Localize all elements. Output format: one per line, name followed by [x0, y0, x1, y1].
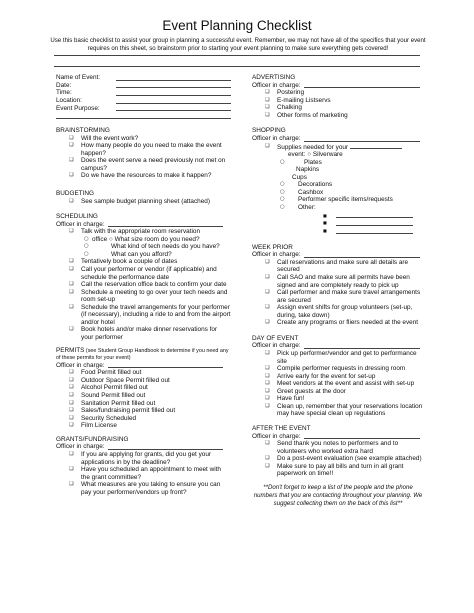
checklist-item[interactable]: ❏ E-mailing Listservs [252, 97, 428, 105]
checklist-item[interactable]: ❏ Schedule the travel arrangements for your performer (if necessary), including a ride to and from the airport and/or hotel [56, 304, 231, 327]
checklist-item[interactable]: ❏ Meet vendors at the event and assist with set-up [252, 380, 428, 388]
checklist-item[interactable]: ❏ See sample budget planning sheet (attached) [56, 198, 231, 206]
sub-item: ○ Performer specific items/requests [252, 196, 428, 204]
sub-item: ○ Cashbox [252, 189, 428, 197]
left-column [56, 74, 231, 496]
sub-item: Napkins [296, 166, 320, 174]
checklist-item[interactable]: ❏ Security Scheduled [56, 415, 231, 423]
officer-field[interactable]: Officer in charge: [56, 443, 231, 451]
other-line[interactable] [252, 219, 428, 227]
checklist-item[interactable]: ❏ Other forms of marketing [252, 112, 428, 120]
event-purpose-field[interactable]: Event Purpose: [56, 105, 231, 113]
checklist-item[interactable]: ❏ Tentatively book a couple of dates [56, 258, 231, 266]
name-field[interactable]: Name of Event: [56, 74, 231, 82]
checklist-item[interactable]: ❏ Create any programs or fliers needed at the event [252, 319, 428, 327]
checklist-item[interactable]: ❏ Food Permit filled out [56, 369, 231, 377]
grants-heading: GRANTS/FUNDRAISING [56, 435, 129, 443]
checklist-item[interactable]: ❏ Schedule a meeting to go over your tech needs and room set-up [56, 289, 231, 304]
divider-top [54, 55, 420, 56]
checklist-item[interactable]: ❏ Call your performer or vendor (if applicable) and schedule the performance date [56, 266, 231, 281]
sub-item: ○ office ○ What size room do you need? [56, 236, 231, 244]
scheduling-heading: SCHEDULING [56, 213, 98, 221]
checklist-item[interactable]: ❏ Compile performer requests in dressing room [252, 365, 428, 373]
time-field[interactable]: Time: [56, 89, 231, 97]
checklist-item[interactable]: ❏ Call the reservation office back to confirm your date [56, 281, 231, 289]
checklist-item[interactable]: ❏ Send thank you notes to performers and to volunteers who worked extra hard [252, 440, 428, 455]
checklist-item[interactable]: ❏ How many people do you need to make the event happen? [56, 142, 231, 157]
checklist-item[interactable]: ❏ Have fun! [252, 395, 428, 403]
sub-item: Cups [292, 173, 307, 181]
checklist-item[interactable]: ❏ Call SAO and make sure all permits have been signed and are completely ready to pick up [252, 274, 428, 289]
checklist-item[interactable]: ❏ Postering [252, 89, 428, 97]
intro-text: Use this basic checklist to assist your group in planning a successful event. Remember, we may not have all of the specifics that your event requires on this sheet, so brainstorm prior to starting your event planning to make sure everything gets covered! [50, 37, 426, 53]
checklist-item[interactable]: ❏ Sound Permit filled out [56, 392, 231, 400]
day-of-event-heading: DAY OF EVENT [252, 334, 299, 342]
sub-item: ○ Other: [252, 204, 428, 212]
checklist-item[interactable]: ❏ Do a post-event evaluation (see example attached) [252, 455, 428, 463]
checklist-item[interactable]: ❏ Do we have the resources to make it happen? [56, 172, 231, 180]
permits-heading: PERMITS (see Student Group Handbook to determine if you need any of these permits for your event) [56, 347, 229, 362]
checklist-item[interactable]: ❏ Outdoor Space Permit filled out [56, 377, 231, 385]
checklist-item[interactable]: ❏ What measures are you taking to ensure you can pay your performer/vendors up front? [56, 481, 231, 496]
divider-bottom [54, 66, 420, 67]
sub-item: ○ What kind of tech needs do you have? [56, 243, 231, 251]
officer-field[interactable]: Officer in charge: [252, 342, 428, 350]
sub-item: event: ○ Silverware [288, 151, 343, 159]
checklist-item[interactable]: ❏ Clean up, remember that your reservations location may have special clean up regulations [252, 403, 428, 418]
officer-field[interactable]: Officer in charge: [252, 82, 428, 90]
page-title: Event Planning Checklist [162, 18, 312, 33]
other-line[interactable] [252, 212, 428, 220]
checklist-item[interactable]: ❏ Assign event shifts for group volunteers (set-up, during, take down) [252, 304, 428, 319]
checklist-item[interactable]: ❏ Call reservations and make sure all details are secured [252, 259, 428, 274]
sub-item: ○ What can you afford? [56, 251, 231, 259]
officer-field[interactable]: Officer in charge: [252, 433, 428, 441]
checklist-item[interactable]: ❏ If you are applying for grants, did you get your applications in by the deadline? [56, 451, 231, 466]
checklist-item[interactable]: ❏ Make sure to pay all bills and turn in all grant paperwork on time!! [252, 463, 428, 478]
brainstorming-heading: BRAINSTORMING [56, 127, 110, 135]
other-line[interactable] [252, 227, 428, 235]
checklist-item[interactable]: ❏ Call performer and make sure travel arrangements are secured [252, 289, 428, 304]
checklist-item[interactable]: ❏ Film License [56, 422, 231, 430]
checklist-item[interactable]: ❏ Have you scheduled an appointment to meet with the grant committee? [56, 466, 231, 481]
officer-field[interactable]: Officer in charge: [252, 251, 428, 259]
date-field[interactable]: Date: [56, 82, 231, 90]
after-event-heading: AFTER THE EVENT [252, 424, 311, 432]
advertising-heading: ADVERTISING [252, 74, 296, 81]
event-purpose-line[interactable] [56, 112, 231, 120]
checklist-item[interactable]: ❏ Chalking [252, 104, 428, 112]
location-field[interactable]: Location: [56, 97, 231, 105]
checklist-item[interactable]: ❏ Greet guests at the door [252, 388, 428, 396]
sub-item: ○ Plates [252, 159, 428, 167]
checklist-item[interactable]: ❏ Supplies needed for your [252, 143, 428, 152]
checklist-item[interactable]: ❏ Does the event serve a need previously not met on campus? [56, 157, 231, 172]
checklist-item[interactable]: ❏ Alcohol Permit filled out [56, 384, 231, 392]
week-prior-heading: WEEK PRIOR [252, 243, 293, 251]
budgeting-heading: BUDGETING [56, 189, 94, 197]
officer-field[interactable]: Officer in charge: [56, 221, 231, 229]
checklist-item[interactable]: ❏ Will the event work? [56, 135, 231, 143]
sub-item: ○ Decorations [252, 181, 428, 189]
right-column [252, 74, 428, 508]
officer-field[interactable]: Officer in charge: [56, 362, 231, 370]
shopping-heading: SHOPPING [252, 127, 286, 135]
checklist-item[interactable]: ❏ Talk with the appropriate room reservation [56, 228, 231, 236]
closing-note: **Don't forget to keep a list of the people and the phone numbers that you are contacting throughout your planning. We suggest collecting them on the back of this list** [253, 483, 423, 507]
checklist-item[interactable]: ❏ Sales/fundraising permit filled out [56, 407, 231, 415]
checklist-item[interactable]: ❏ Book hotels and/or make dinner reservations for your performer [56, 326, 231, 341]
checklist-item[interactable]: ❏ Sanitation Permit filled out [56, 400, 231, 408]
officer-field[interactable]: Officer in charge: [252, 135, 428, 143]
checklist-item[interactable]: ❏ Arrive early for the event for set-up [252, 373, 428, 381]
checklist-item[interactable]: ❏ Pick up performer/vendor and get to performance site [252, 350, 428, 365]
